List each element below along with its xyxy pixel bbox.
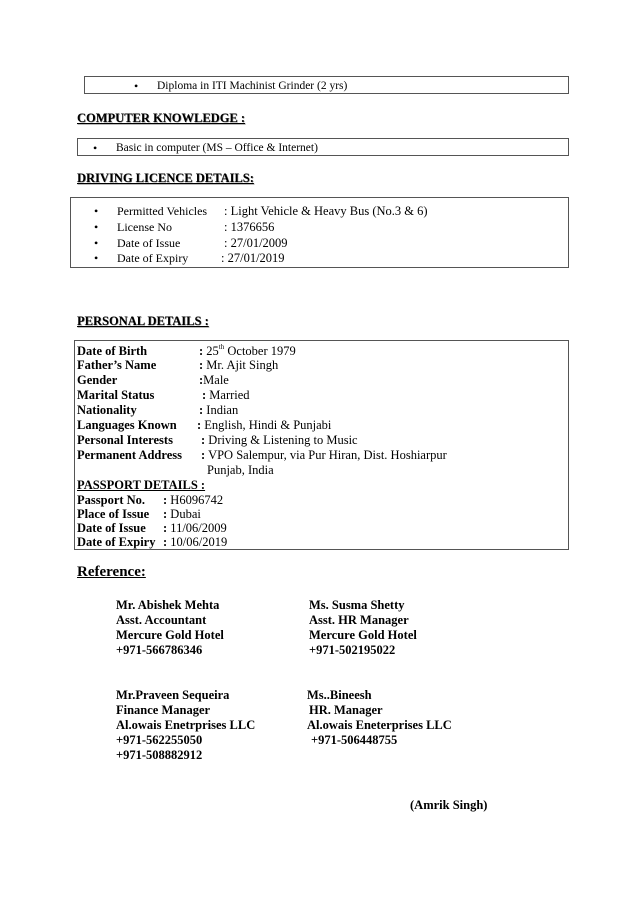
- dob-sup: th: [218, 343, 225, 351]
- value: Dubai: [170, 507, 201, 521]
- reference-heading: Reference:: [77, 564, 146, 580]
- colon: :: [163, 493, 168, 507]
- passport-value-place: [163, 507, 201, 522]
- value: 10/06/2019: [170, 535, 228, 549]
- passport-label-expiry: Date of Expiry: [77, 535, 156, 549]
- value: Driving & Listening to Music: [208, 433, 358, 447]
- ref-title: HR. Manager: [309, 703, 383, 717]
- personal-label-languages: Languages Known: [77, 418, 177, 432]
- driving-label-4: • Date of Expiry: [117, 251, 188, 265]
- colon: :: [202, 388, 207, 402]
- value: 11/06/2009: [170, 521, 227, 535]
- value: VPO Salempur, via Pur Hiran, Dist. Hoshiarpur: [208, 448, 447, 462]
- passport-value-issue: [163, 521, 227, 536]
- computer-box: [77, 138, 569, 156]
- dob-day: 25: [206, 344, 219, 358]
- personal-value-interests: [201, 433, 358, 448]
- personal-value-languages: [197, 418, 331, 433]
- education-box: [84, 76, 569, 94]
- personal-value-gender: [199, 373, 229, 388]
- ref-phone: +971-502195022: [309, 643, 396, 657]
- colon: :: [163, 507, 168, 521]
- personal-address-line2: Punjab, India: [207, 463, 274, 477]
- colon: :: [163, 535, 168, 549]
- personal-value-dob: [199, 344, 296, 359]
- passport-value-expiry: [163, 535, 227, 550]
- personal-value-address: [201, 448, 447, 463]
- signature: (Amrik Singh): [410, 798, 488, 812]
- ref-phone: +971-562255050: [116, 733, 203, 747]
- reference-left-1: [116, 598, 224, 658]
- value: Mr. Ajit Singh: [206, 358, 279, 372]
- personal-label-interests: Personal Interests: [77, 433, 173, 447]
- colon: :: [201, 448, 206, 462]
- personal-value-marital: [202, 388, 250, 403]
- colon: :: [199, 344, 204, 358]
- value: English, Hindi & Punjabi: [204, 418, 332, 432]
- colon: :: [199, 403, 204, 417]
- ref-title: Asst. HR Manager: [309, 613, 409, 627]
- personal-label-father: Father’s Name: [77, 358, 157, 372]
- computer-heading: COMPUTER KNOWLEDGE :: [77, 111, 246, 125]
- personal-value-nationality: [199, 403, 238, 418]
- passport-value-no: [163, 493, 223, 508]
- ref-name: Mr. Abishek Mehta: [116, 598, 220, 612]
- ref-name: Ms..Bineesh: [307, 688, 372, 702]
- value: H6096742: [170, 493, 224, 507]
- personal-value-father: [199, 358, 278, 373]
- ref-name: Mr.Praveen Sequeira: [116, 688, 230, 702]
- personal-label-nationality: Nationality: [77, 403, 137, 417]
- education-item: • Diploma in ITI Machinist Grinder (2 yrs): [157, 79, 347, 93]
- computer-item: • Basic in computer (MS – Office & Internet): [116, 141, 318, 155]
- value: Male: [203, 373, 229, 387]
- colon: :: [199, 373, 204, 387]
- ref-name: Ms. Susma Shetty: [309, 598, 405, 612]
- passport-label-place: Place of Issue: [77, 507, 150, 521]
- personal-label-address: Permanent Address: [77, 448, 182, 462]
- ref-company: Al.owais Enetrprises LLC: [116, 718, 256, 732]
- ref-company: Al.owais Eneterprises LLC: [307, 718, 452, 732]
- colon: :: [199, 358, 204, 372]
- reference-right-2: [307, 688, 452, 748]
- driving-label-2: • License No: [117, 220, 172, 234]
- ref-phone-2: +971-508882912: [116, 748, 203, 762]
- personal-label-dob: Date of Birth: [77, 344, 148, 358]
- driving-label-1: • Permitted Vehicles: [117, 204, 207, 218]
- driving-value-4: : 27/01/2019: [221, 251, 285, 265]
- personal-label-marital: Marital Status: [77, 388, 155, 402]
- ref-company: Mercure Gold Hotel: [116, 628, 224, 642]
- driving-label-3: • Date of Issue: [117, 236, 180, 250]
- value: Indian: [206, 403, 239, 417]
- colon: :: [163, 521, 168, 535]
- reference-left-2: [116, 688, 255, 763]
- personal-label-gender: Gender: [77, 373, 118, 387]
- colon: :: [201, 433, 206, 447]
- ref-company: Mercure Gold Hotel: [309, 628, 417, 642]
- passport-label-issue: Date of Issue: [77, 521, 146, 535]
- ref-phone: +971-506448755: [311, 733, 398, 747]
- driving-value-2: : 1376656: [224, 220, 275, 234]
- ref-title: Finance Manager: [116, 703, 211, 717]
- reference-right-1: [309, 598, 417, 658]
- value: Married: [209, 388, 250, 402]
- driving-value-1: : Light Vehicle & Heavy Bus (No.3 & 6): [224, 204, 428, 218]
- driving-box: [70, 197, 569, 268]
- passport-label-no: Passport No.: [77, 493, 146, 507]
- personal-box: [74, 340, 569, 550]
- driving-value-3: : 27/01/2009: [224, 236, 288, 250]
- ref-title: Asst. Accountant: [116, 613, 207, 627]
- colon: :: [197, 418, 202, 432]
- dob-rest: October 1979: [224, 344, 296, 358]
- ref-phone: +971-566786346: [116, 643, 203, 657]
- personal-heading: PERSONAL DETAILS :: [77, 314, 209, 328]
- driving-heading: DRIVING LICENCE DETAILS:: [77, 171, 254, 185]
- passport-heading: PASSPORT DETAILS :: [77, 478, 206, 492]
